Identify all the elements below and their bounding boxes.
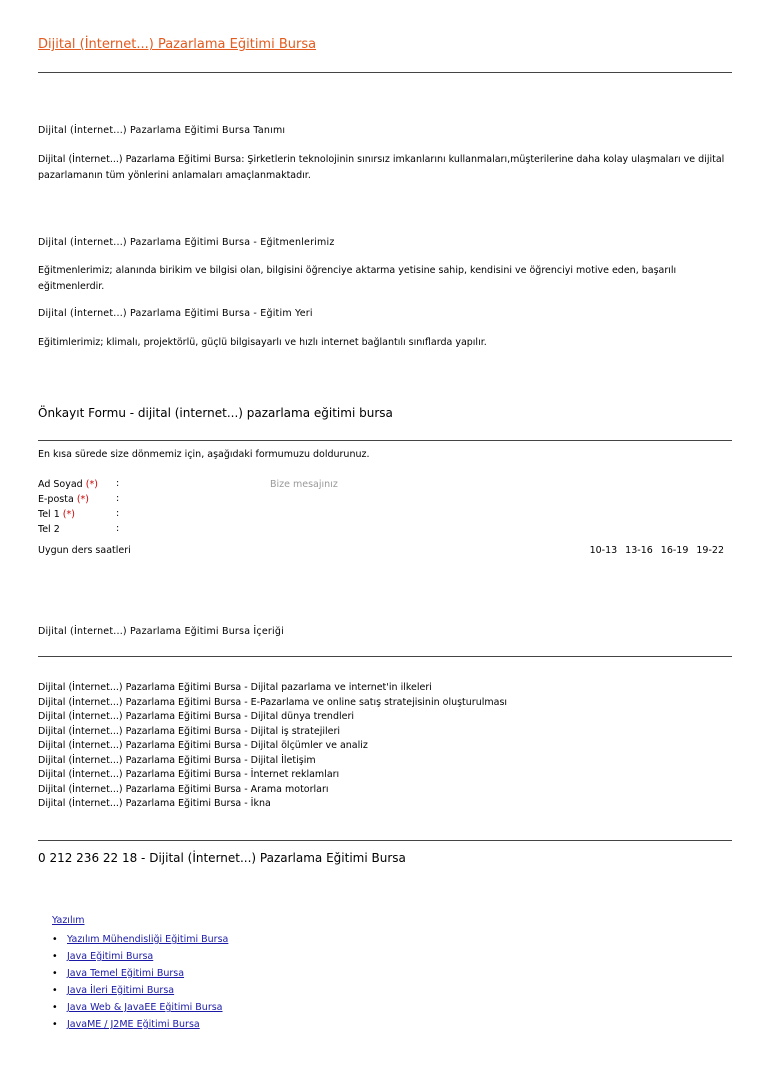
list-item: Dijital (İnternet...) Pazarlama Eğitimi Bursa - İnternet reklamları <box>38 769 340 780</box>
tel1-colon: : <box>116 508 120 519</box>
divider <box>38 72 732 73</box>
list-item: Dijital (İnternet...) Pazarlama Eğitimi Bursa - E-Pazarlama ve online satış stratejisinin oluşturulması <box>38 696 508 708</box>
location-body: Eğitimlerimiz; klimalı, projektörlü, güçlü bilgisayarlı ve hızlı internet bağlantılı sınıflarda yapılır. <box>38 337 487 348</box>
bullet: • <box>52 951 58 962</box>
category-link[interactable]: Yazılım <box>52 915 85 926</box>
footer-link[interactable]: Java Web & JavaEE Eğitimi Bursa <box>67 1002 223 1013</box>
footer-link[interactable]: Java İleri Eğitimi Bursa <box>67 985 175 996</box>
contact-line: 0 212 236 22 18 - Dijital (İnternet...) Pazarlama Eğitimi Bursa <box>38 851 406 865</box>
list-item: Dijital (İnternet...) Pazarlama Eğitimi Bursa - Dijital pazarlama ve internet'in ilkeleri <box>38 682 432 693</box>
instructors-body: Eğitmenlerimiz; alanında birikim ve bilgisi olan, bilgisini öğrenciye aktarma yetisine sahip, kendisini ve öğrenciyi motive eden, başarılı eğitmenlerdir. <box>38 265 677 292</box>
list-item <box>52 982 228 999</box>
content-list <box>38 681 507 812</box>
footer-link-list <box>52 931 228 1033</box>
list-item: Dijital (İnternet...) Pazarlama Eğitimi Bursa - Arama motorları <box>38 783 329 795</box>
slots-label: Uygun ders saatleri <box>38 545 131 556</box>
required-mark: (*) <box>62 509 75 520</box>
bullet: • <box>52 985 58 996</box>
list-item <box>52 931 228 948</box>
footer-link[interactable]: JavaME / J2ME Eğitimi Bursa <box>67 1019 200 1030</box>
definition-heading: Dijital (İnternet...) Pazarlama Eğitimi Bursa Tanımı <box>38 125 286 136</box>
page-title-link[interactable]: Dijital (İnternet...) Pazarlama Eğitimi Bursa <box>38 37 317 52</box>
definition-body: Dijital (İnternet...) Pazarlama Eğitimi Bursa: Şirketlerin teknolojinin sınırsız imkanlarını kullanmaları,müşterilerine daha kolay ulaşmaları ve dijital pazarlamanın tüm yönlerini anlamaları amaçlanmaktadır. <box>38 154 725 181</box>
instructors-heading: Dijital (İnternet...) Pazarlama Eğitimi Bursa - Eğitmenlerimiz <box>38 237 335 248</box>
email-colon: : <box>116 493 120 504</box>
form-intro: En kısa sürede size dönmemiz için, aşağıdaki formumuzu doldurunuz. <box>38 449 370 460</box>
bullet: • <box>52 1019 58 1030</box>
footer-link[interactable]: Java Eğitimi Bursa <box>67 951 154 962</box>
time-slots <box>590 545 724 556</box>
required-mark: (*) <box>85 479 98 490</box>
bullet: • <box>52 934 58 945</box>
time-slot-option[interactable]: 13-16 <box>625 545 653 556</box>
tel2-colon: : <box>116 523 120 534</box>
tel1-label: Tel 1 (*) <box>38 509 75 520</box>
form-heading: Önkayıt Formu - dijital (internet...) pazarlama eğitimi bursa <box>38 406 393 420</box>
list-item: Dijital (İnternet...) Pazarlama Eğitimi Bursa - İkna <box>38 798 271 809</box>
footer-links <box>52 915 228 1033</box>
list-item: Dijital (İnternet...) Pazarlama Eğitimi Bursa - Dijital dünya trendleri <box>38 711 355 722</box>
list-item <box>52 948 228 965</box>
list-item: Dijital (İnternet...) Pazarlama Eğitimi Bursa - Dijital ölçümler ve analiz <box>38 740 368 751</box>
content-heading: Dijital (İnternet...) Pazarlama Eğitimi Bursa İçeriği <box>38 626 284 637</box>
time-slot-option[interactable]: 10-13 <box>589 545 618 556</box>
time-slot-option[interactable]: 19-22 <box>696 545 724 556</box>
bullet: • <box>52 968 58 979</box>
list-item: Dijital (İnternet...) Pazarlama Eğitimi Bursa - Dijital İletişim <box>38 754 316 766</box>
list-item <box>52 965 228 982</box>
time-slot-option[interactable]: 16-19 <box>660 545 689 556</box>
divider <box>38 840 732 841</box>
divider <box>38 440 732 441</box>
tel2-label: Tel 2 <box>38 524 60 535</box>
message-textarea[interactable]: Bize mesajınız <box>270 479 338 490</box>
footer-link[interactable]: Java Temel Eğitimi Bursa <box>67 968 185 979</box>
email-label: E-posta (*) <box>38 494 89 505</box>
divider <box>38 656 732 657</box>
required-mark: (*) <box>76 494 89 505</box>
bullet: • <box>52 1002 58 1013</box>
footer-link[interactable]: Yazılım Mühendisliği Eğitimi Bursa <box>67 934 229 945</box>
list-item <box>52 999 228 1016</box>
name-colon: : <box>116 478 120 489</box>
name-label: Ad Soyad (*) <box>38 479 98 490</box>
list-item <box>52 1016 228 1033</box>
list-item: Dijital (İnternet...) Pazarlama Eğitimi Bursa - Dijital iş stratejileri <box>38 725 341 737</box>
location-heading: Dijital (İnternet...) Pazarlama Eğitimi Bursa - Eğitim Yeri <box>38 308 313 319</box>
